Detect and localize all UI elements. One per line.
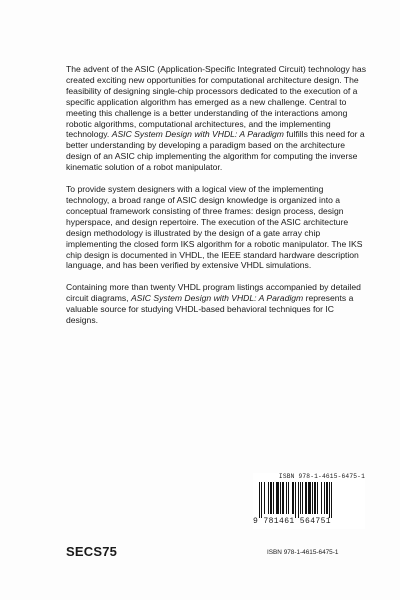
blurb-text: fulfills this need for a better understanding by developing a paradigm based on the architecture design of an ASIC chip implementing the algorithm for computing the inverse kinematic solution of a robot manipulator. (66, 129, 365, 173)
barcode-stripe (295, 482, 296, 518)
barcode-stripe (282, 482, 284, 514)
blurb-paragraph-1 (66, 64, 366, 173)
barcode-stripe (305, 482, 307, 514)
barcode-stripe (317, 482, 318, 514)
barcode-stripe (298, 482, 299, 518)
barcode-stripe (292, 482, 294, 514)
barcode-stripe (302, 482, 303, 514)
barcode-stripe (314, 482, 316, 514)
blurb-text: represents a valuable source for studying VHDL-based behavioral techniques for IC designs. (66, 293, 354, 326)
barcode-stripe (264, 482, 265, 514)
barcode-stripe (321, 482, 322, 514)
barcode-stripe (326, 482, 328, 514)
book-title: ASIC System Design with VHDL: A Paradigm (130, 293, 304, 304)
barcode-stripe (331, 482, 332, 518)
barcode-stripe (329, 482, 330, 518)
barcode-isbn-label: ISBN 978-1-4615-6475-1 (278, 473, 365, 480)
barcode-digits: 9 781461 564751 (253, 517, 332, 526)
barcode-stripe (280, 482, 281, 514)
barcode-stripe (300, 482, 301, 514)
barcode-stripe (276, 482, 279, 514)
book-title: ASIC System Design with VHDL: A Paradigm (111, 129, 284, 140)
barcode-stripe (268, 482, 269, 514)
barcode (253, 473, 365, 529)
barcode-stripe (324, 482, 325, 514)
barcode-stripe (270, 482, 272, 514)
blurb-paragraph-3 (66, 282, 366, 326)
barcode-stripe (312, 482, 313, 514)
barcode-stripe (308, 482, 311, 514)
back-cover-blurb (66, 64, 366, 337)
blurb-text: Containing more than twenty VHDL program listings accompanied by detailed circuit diagrams, (66, 282, 361, 304)
series-code: SECS75 (66, 544, 118, 559)
barcode-stripe (288, 482, 289, 514)
isbn-footer: ISBN 978-1-4615-6475-1 (267, 549, 339, 556)
barcode-stripe (273, 482, 274, 514)
barcode-stripe (286, 482, 287, 514)
blurb-text: The advent of the ASIC (Application-Specific Integrated Circuit) technology has created exciting new opportunities for computational architecture design. The feasibility of designing single-chip processors dedicated to the execution of a specific application algorithm has emerged as a new challenge. Central to meeting this challenge is a better understanding of the interactions among robotic algorithms, computational architectures, and the implementing technology. (66, 64, 366, 140)
barcode-stripe (259, 482, 260, 518)
barcode-bars (259, 482, 363, 518)
barcode-stripe (261, 482, 262, 518)
blurb-paragraph-2: To provide system designers with a logical view of the implementing technology, a broad range of ASIC design knowledge is organized into a conceptual framework consisting of three frames: design process, design hyperspace, and design repertoire. The execution of the ASIC architecture design methodology is illustrated by the design of a gate array chip implementing the closed form IKS algorithm for a robotic manipulator. The IKS chip design is documented in VHDL, the IEEE standard hardware description language, and has been verified by extensive VHDL simulations. (66, 184, 363, 271)
